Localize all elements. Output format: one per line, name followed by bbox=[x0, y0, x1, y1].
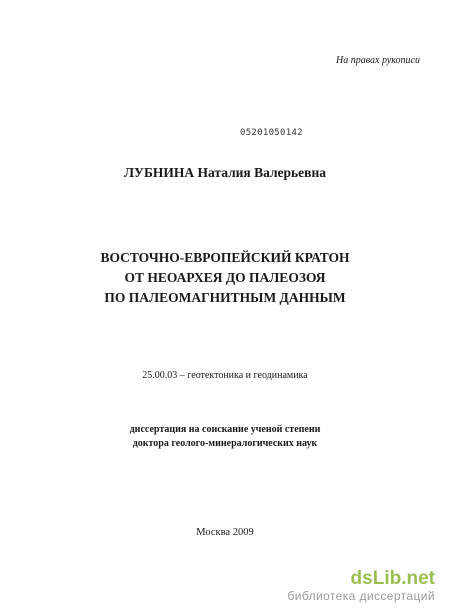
watermark-subtitle: библиотека диссертаций bbox=[287, 589, 435, 603]
catalog-code: 05201050142 bbox=[240, 128, 303, 138]
dslib-watermark bbox=[288, 569, 436, 603]
degree-line-2: доктора геолого-минералогических наук bbox=[132, 438, 318, 449]
title-line-2: ОТ НЕОАРХЕЯ ДО ПАЛЕОЗОЯ bbox=[124, 270, 326, 285]
author-name: ЛУБНИНА Наталия Валерьевна bbox=[123, 165, 326, 180]
degree-info bbox=[0, 423, 450, 451]
watermark-logo: dsLib.net bbox=[350, 568, 435, 589]
city-year: Москва 2009 bbox=[196, 527, 254, 538]
title-line-3: ПО ПАЛЕОМАГНИТНЫМ ДАННЫМ bbox=[104, 290, 346, 305]
dissertation-title bbox=[0, 248, 450, 308]
title-line-1: ВОСТОЧНО-ЕВРОПЕЙСКИЙ КРАТОН bbox=[100, 250, 350, 265]
degree-line-1: диссертация на соискание ученой степени bbox=[129, 424, 321, 435]
manuscript-rights-note: На правах рукописи bbox=[336, 55, 420, 66]
specialty-code: 25.00.03 – геотектоника и геодинамика bbox=[142, 370, 308, 381]
